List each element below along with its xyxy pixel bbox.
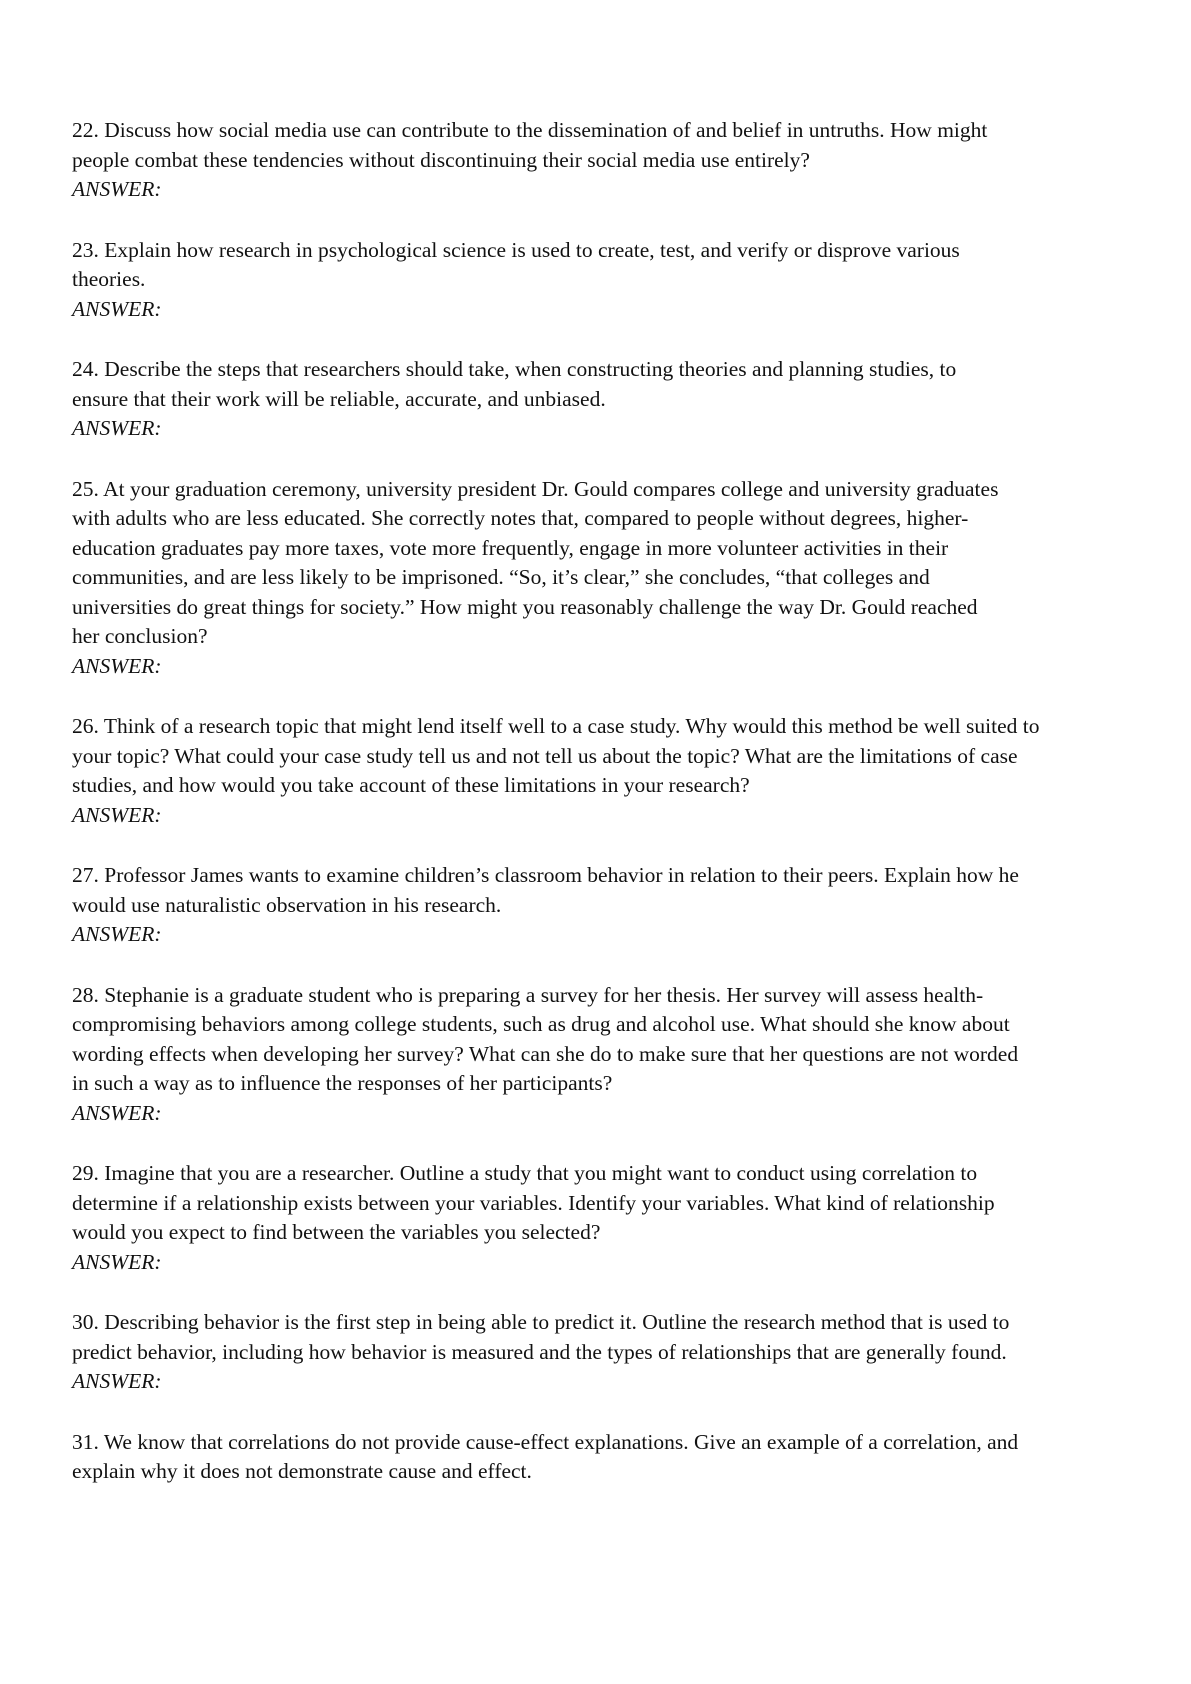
question-line: ensure that their work will be reliable, accurate, and unbiased.	[72, 386, 606, 411]
question-text	[72, 712, 1172, 801]
question-text	[72, 981, 1172, 1099]
question-line: her conclusion?	[72, 624, 208, 648]
question-text	[72, 1428, 1172, 1487]
question-text	[72, 116, 1172, 175]
question-text	[72, 1308, 1172, 1367]
question-26	[72, 712, 1172, 830]
question-line: predict behavior, including how behavior is measured and the types of relationships that are generally found.	[72, 1339, 1007, 1364]
question-line: theories.	[72, 267, 146, 291]
question-23	[72, 236, 1172, 325]
question-30	[72, 1308, 1172, 1397]
answer-label: ANSWER:	[72, 653, 162, 678]
question-line: compromising behaviors among college students, such as drug and alcohol use. What should she know about	[72, 1012, 1010, 1036]
answer-label: ANSWER:	[72, 1249, 162, 1274]
question-24	[72, 355, 1172, 444]
question-line: universities do great things for society.” How might you reasonably challenge the way Dr. Gould reached	[72, 594, 978, 619]
question-line: 25. At your graduation ceremony, university president Dr. Gould compares college and university graduates	[72, 476, 999, 501]
question-29	[72, 1159, 1172, 1277]
question-31	[72, 1428, 1172, 1487]
question-line: 24. Describe the steps that researchers should take, when constructing theories and planning studies, to	[72, 357, 957, 381]
question-28	[72, 981, 1172, 1129]
question-line: 26. Think of a research topic that might lend itself well to a case study. Why would this method be well suited to	[72, 714, 1040, 738]
question-22	[72, 116, 1172, 205]
question-line: communities, and are less likely to be imprisoned. “So, it’s clear,” she concludes, “that colleges and	[72, 565, 930, 589]
question-line: studies, and how would you take account of these limitations in your research?	[72, 773, 750, 797]
question-line: your topic? What could your case study tell us and not tell us about the topic? What are the limitations of case	[72, 743, 1018, 768]
question-text	[72, 236, 1172, 295]
answer-label: ANSWER:	[72, 296, 162, 321]
answer-label: ANSWER:	[72, 177, 162, 201]
question-line: 31. We know that correlations do not provide cause-effect explanations. Give an example of a correlation, and	[72, 1429, 1019, 1454]
question-line: 28. Stephanie is a graduate student who is preparing a survey for her thesis. Her survey will assess health-	[72, 982, 984, 1007]
question-line: explain why it does not demonstrate cause and effect.	[72, 1459, 532, 1483]
question-25	[72, 475, 1172, 682]
question-line: would use naturalistic observation in his research.	[72, 892, 502, 917]
document-page	[72, 116, 1172, 1518]
question-text	[72, 475, 1172, 652]
question-line: 22. Discuss how social media use can contribute to the dissemination of and belief in untruths. How might	[72, 118, 988, 142]
question-text	[72, 861, 1172, 920]
question-line: with adults who are less educated. She correctly notes that, compared to people without degrees, higher-	[72, 506, 969, 530]
question-line: 23. Explain how research in psychological science is used to create, test, and verify or disprove various	[72, 237, 960, 262]
question-line: wording effects when developing her survey? What can she do to make sure that her questions are not worded	[72, 1041, 1019, 1066]
answer-label: ANSWER:	[72, 922, 162, 946]
question-line: would you expect to find between the variables you selected?	[72, 1220, 601, 1244]
question-line: in such a way as to influence the responses of her participants?	[72, 1071, 613, 1095]
question-line: determine if a relationship exists between your variables. Identify your variables. What kind of relationship	[72, 1190, 995, 1215]
question-text	[72, 1159, 1172, 1248]
answer-label: ANSWER:	[72, 802, 162, 827]
question-line: people combat these tendencies without discontinuing their social media use entirely?	[72, 147, 810, 172]
question-line: 29. Imagine that you are a researcher. Outline a study that you might want to conduct using correlation to	[72, 1161, 978, 1185]
question-line: 27. Professor James wants to examine children’s classroom behavior in relation to their peers. Explain how he	[72, 863, 1019, 887]
question-line: 30. Describing behavior is the first step in being able to predict it. Outline the research method that is used to	[72, 1310, 1010, 1334]
question-27	[72, 861, 1172, 950]
answer-label: ANSWER:	[72, 1100, 162, 1125]
answer-label: ANSWER:	[72, 416, 162, 440]
answer-label: ANSWER:	[72, 1369, 162, 1393]
question-line: education graduates pay more taxes, vote more frequently, engage in more volunteer activities in their	[72, 535, 949, 560]
question-text	[72, 355, 1172, 414]
